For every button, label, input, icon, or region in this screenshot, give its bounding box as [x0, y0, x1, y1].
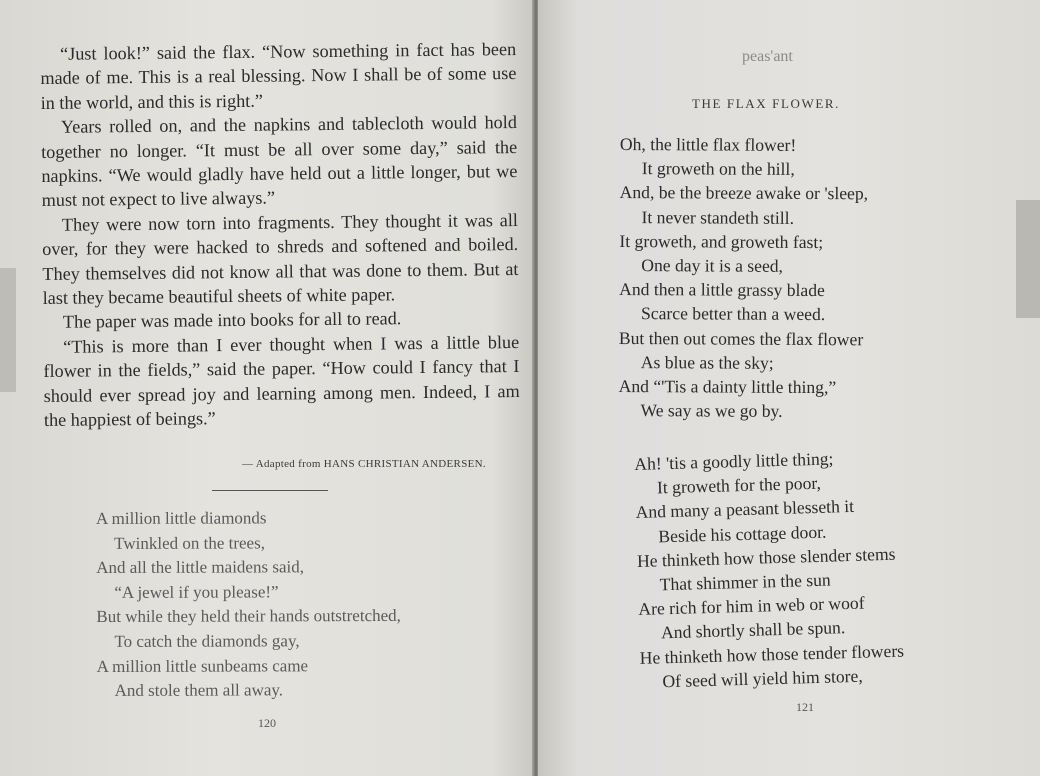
- prose-paragraph: “Just look!” said the flax. “Now something in fact has been made of me. This is a real blessing. Now I shall be of some use in the world, and this is right.”: [40, 39, 517, 113]
- poem-line: Of seed will yield him store,: [662, 665, 863, 692]
- poem-line: Scarce better than a weed.: [640, 303, 826, 325]
- section-divider: [212, 490, 328, 491]
- poem-line: And shortly shall be spun.: [660, 617, 846, 643]
- prose-paragraph: The paper was made into books for all to read.: [62, 308, 402, 333]
- poem-line: It groweth for the poor,: [656, 473, 822, 498]
- poem-line: And then a little grassy blade: [619, 279, 825, 301]
- poem-line: He thinketh how those slender stems: [636, 543, 896, 571]
- page-tab-marker: [0, 268, 16, 392]
- poem-line: Twinkled on the trees,: [114, 533, 265, 553]
- poem-line: And stole them all away.: [114, 680, 284, 701]
- poem-line: One day it is a seed,: [641, 255, 784, 276]
- poem-line: It groweth, and groweth fast;: [619, 230, 824, 252]
- prose-paragraph: “This is more than I ever thought when I was a little blue flower in the fields,” said the paper. “How could I fancy that I should ever spread joy and learning among men. Indeed, I am the happiest of beings.”: [43, 331, 520, 431]
- poem-line: That shimmer in the sun: [659, 569, 831, 595]
- poem-line: And many a peasant blesseth it: [635, 496, 855, 523]
- poem-line: Beside his cottage door.: [658, 521, 827, 546]
- page-edge-tab: [1016, 200, 1040, 318]
- poem-line: A million little diamonds: [96, 508, 267, 528]
- poem-line: We say as we go by.: [640, 400, 783, 422]
- story-prose: [40, 37, 520, 432]
- poem-line: And “'Tis a dainty little thing,”: [618, 376, 837, 398]
- poem-line: He thinketh how those tender flowers: [639, 640, 905, 668]
- poem-line: Are rich for him in web or woof: [638, 592, 865, 620]
- page-number-right: 121: [796, 700, 814, 714]
- poem-line: And all the little maidens said,: [96, 557, 304, 578]
- poem-title: THE FLAX FLOWER.: [692, 96, 841, 111]
- vocabulary-header: peas'ant: [742, 48, 793, 65]
- flax-poem-stanza-2: [634, 441, 1031, 694]
- poem-line: It never standeth still.: [641, 206, 795, 228]
- poem-line: But then out comes the flax flower: [618, 327, 864, 349]
- poem-line: It groweth on the hill,: [641, 158, 795, 180]
- poem-line: To catch the diamonds gay,: [114, 631, 300, 651]
- poem-line: As blue as the sky;: [640, 351, 774, 373]
- prose-paragraph: Years rolled on, and the napkins and tablecloth would hold together no longer. “It must be all over some day,” said the napkins. “We would gladly have held out a little longer, but we must not expect to live always.”: [41, 112, 518, 211]
- page-number-left: 120: [258, 716, 276, 730]
- poem-line: And, be the breeze awake or 'sleep,: [619, 182, 869, 204]
- poem-line: “A jewel if you please!”: [114, 582, 279, 602]
- diamonds-poem: [96, 506, 517, 704]
- poem-line: A million little sunbeams came: [96, 655, 309, 676]
- poem-line: Oh, the little flax flower!: [619, 133, 797, 155]
- poem-line: But while they held their hands outstretched,: [96, 606, 401, 627]
- prose-paragraph: They were now torn into fragments. They thought it was all over, for they were hacked to shreds and softened and boiled. They themselves did not know all that was done to them. But at last they became beautiful sheets of white paper.: [42, 209, 519, 309]
- flax-poem-stanza-1: [618, 132, 1010, 424]
- attribution: — Adapted from HANS CHRISTIAN ANDERSEN.: [242, 458, 486, 470]
- poem-line: Ah! 'tis a goodly little thing;: [634, 448, 834, 474]
